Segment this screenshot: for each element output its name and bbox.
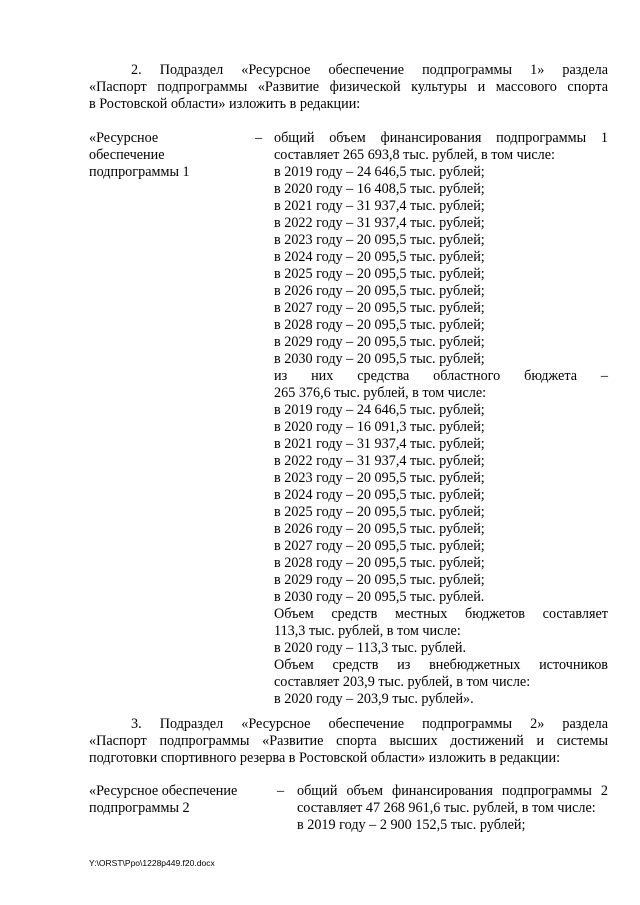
resource-line: в 2022 году – 31 937,4 тыс. рублей; <box>274 215 485 231</box>
resource-line: 265 376,6 тыс. рублей, в том числе: <box>274 385 487 401</box>
resource-line: в 2023 году – 20 095,5 тыс. рублей; <box>274 232 485 248</box>
section2-dash: – <box>255 130 263 146</box>
section2-body <box>274 130 608 708</box>
resource-line: в 2024 году – 20 095,5 тыс. рублей; <box>274 487 485 503</box>
section3-intro-line: подготовки спортивного резерва в Ростовской области» изложить в редакции: <box>89 750 561 766</box>
resource-line: составляет 265 693,8 тыс. рублей, в том числе: <box>274 147 555 163</box>
document-footer-path: Y:\ORST\Ppo\1228p449.f20.docx <box>89 858 215 868</box>
resource-line: Объем средств из внебюджетных источников <box>274 657 608 673</box>
resource-line: в 2020 году – 203,9 тыс. рублей». <box>274 691 474 707</box>
resource-line: Объем средств местных бюджетов составляет <box>274 606 608 622</box>
section3-dash: – <box>277 783 285 799</box>
resource-line: в 2028 году – 20 095,5 тыс. рублей; <box>274 317 485 333</box>
section2-label-line: «Ресурсное <box>89 130 159 146</box>
resource-line: в 2026 году – 20 095,5 тыс. рублей; <box>274 283 485 299</box>
resource-line: в 2026 году – 20 095,5 тыс. рублей; <box>274 521 485 537</box>
resource-line: в 2029 году – 20 095,5 тыс. рублей; <box>274 572 485 588</box>
resource-line: в 2027 году – 20 095,5 тыс. рублей; <box>274 538 485 554</box>
resource-line: общий объем финансирования подпрограммы 2 <box>297 783 608 799</box>
section2-label-line: обеспечение <box>89 147 165 163</box>
section2-label <box>89 130 249 181</box>
resource-line: в 2019 году – 24 646,5 тыс. рублей; <box>274 164 485 180</box>
section2-intro-line: 2. Подраздел «Ресурсное обеспечение подпрограммы 1» раздела <box>131 62 608 78</box>
resource-line: в 2021 году – 31 937,4 тыс. рублей; <box>274 436 485 452</box>
section2-label-line: подпрограммы 1 <box>89 164 190 180</box>
section3-label-line: подпрограммы 2 <box>89 800 190 816</box>
section3-label <box>89 783 279 817</box>
resource-line: в 2025 году – 20 095,5 тыс. рублей; <box>274 504 485 520</box>
section3-intro <box>89 716 608 767</box>
resource-line: в 2030 году – 20 095,5 тыс. рублей; <box>274 351 485 367</box>
resource-line: в 2019 году – 2 900 152,5 тыс. рублей; <box>297 817 526 833</box>
section3-body <box>297 783 608 834</box>
resource-line: в 2023 году – 20 095,5 тыс. рублей; <box>274 470 485 486</box>
resource-line: в 2022 году – 31 937,4 тыс. рублей; <box>274 453 485 469</box>
section2-intro-line: «Паспорт подпрограммы «Развитие физической культуры и массового спорта <box>89 79 608 95</box>
section2-intro-line: в Ростовской области» изложить в редакции: <box>89 96 361 112</box>
resource-line: составляет 47 268 961,6 тыс. рублей, в том числе: <box>297 800 596 816</box>
resource-line: в 2021 году – 31 937,4 тыс. рублей; <box>274 198 485 214</box>
section3-label-line: «Ресурсное обеспечение <box>89 783 238 799</box>
resource-line: в 2027 году – 20 095,5 тыс. рублей; <box>274 300 485 316</box>
resource-line: в 2020 году – 16 091,3 тыс. рублей; <box>274 419 485 435</box>
resource-line: в 2020 году – 16 408,5 тыс. рублей; <box>274 181 485 197</box>
section2-intro <box>89 62 608 113</box>
section3-intro-line: «Паспорт подпрограммы «Развитие спорта высших достижений и системы <box>89 733 608 749</box>
resource-line: составляет 203,9 тыс. рублей, в том числе: <box>274 674 531 690</box>
section3-intro-line: 3. Подраздел «Ресурсное обеспечение подпрограммы 2» раздела <box>131 716 608 732</box>
resource-line: в 2019 году – 24 646,5 тыс. рублей; <box>274 402 485 418</box>
resource-line: в 2030 году – 20 095,5 тыс. рублей. <box>274 589 485 605</box>
resource-line: в 2025 году – 20 095,5 тыс. рублей; <box>274 266 485 282</box>
resource-line: в 2024 году – 20 095,5 тыс. рублей; <box>274 249 485 265</box>
resource-line: в 2020 году – 113,3 тыс. рублей. <box>274 640 467 656</box>
resource-line: 113,3 тыс. рублей, в том числе: <box>274 623 461 639</box>
resource-line: в 2028 году – 20 095,5 тыс. рублей; <box>274 555 485 571</box>
resource-line: в 2029 году – 20 095,5 тыс. рублей; <box>274 334 485 350</box>
resource-line: общий объем финансирования подпрограммы 1 <box>274 130 608 146</box>
resource-line: из них средства областного бюджета – <box>274 368 608 384</box>
